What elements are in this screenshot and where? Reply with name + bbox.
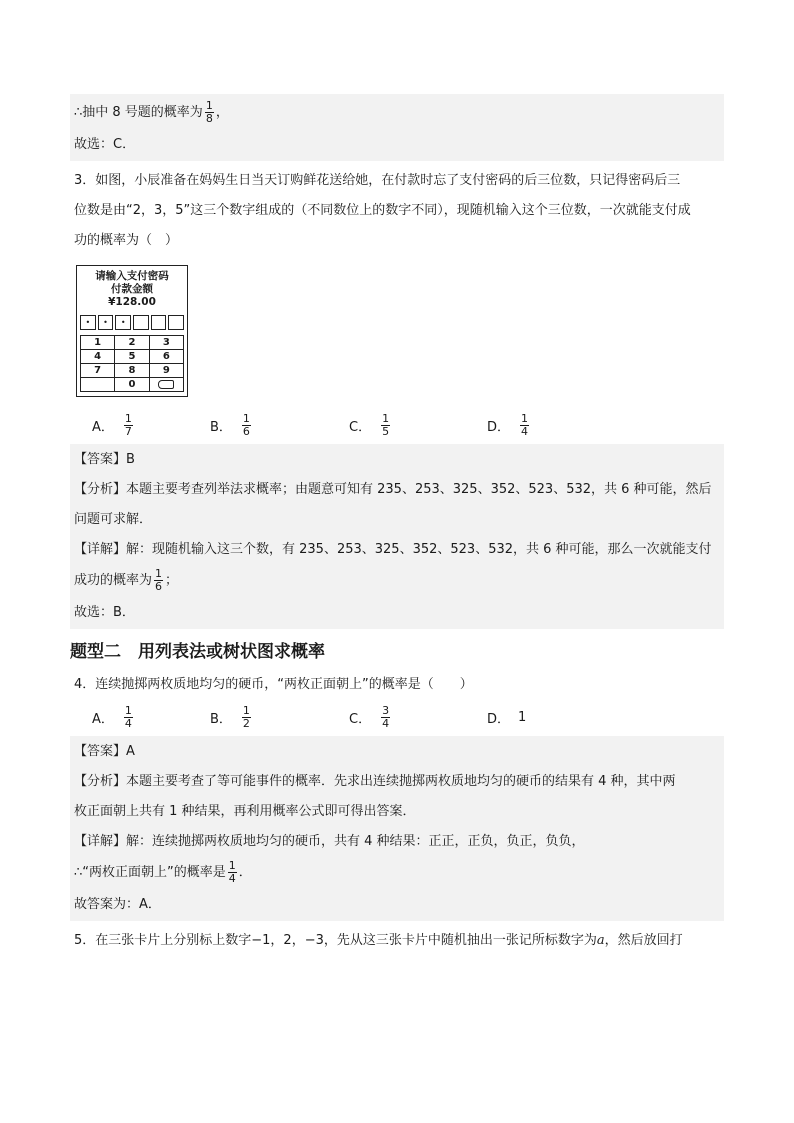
q4-detail-line-2: ∴“两枚正面朝上”的概率是 $\frac{1}{4}$ ． [74, 859, 252, 885]
q3-analysis-line-2: 问题可求解． [74, 512, 153, 527]
document-page [70, 94, 724, 955]
q3-option-a: A． $\frac{1}{7}$ [92, 412, 132, 438]
q3-stem-line-3: 功的概率为（ ） [74, 233, 179, 248]
q3-stem-line-2: 位数是由“2，3，5”这三个数字组成的（不同数位上的数字不同），现随机输入这个三位数，一次就能支付成 [74, 203, 691, 218]
fraction: $\frac{1}{8}$ [205, 99, 213, 125]
q4-answer: 【答案】A [74, 744, 135, 759]
fraction: $\frac{1}{6}$ [155, 567, 163, 593]
q3-analysis-line-1: 【分析】本题主要考查列举法求概率；由题意可知有 235、253、325、352、523、532，共 6 种可能，然后 [74, 482, 712, 497]
q4-conclusion: 故答案为：A． [74, 897, 161, 912]
q5-stem: 5．在三张卡片上分别标上数字−1，2，−3，先从这三张卡片中随机抽出一张记所标数字为a，然后放回打 [74, 933, 683, 948]
payment-keypad-figure [76, 265, 188, 397]
key-3: 3 [150, 336, 184, 350]
q3-stem-line-1: 3．如图，小辰准备在妈妈生日当天订购鲜花送给她，在付款时忘了支付密码的后三位数，只记得密码后三 [74, 173, 681, 188]
q3-choose-line: 故选：B． [74, 605, 135, 620]
q3-options [70, 405, 724, 444]
password-box: • [98, 315, 114, 330]
q4-detail-line-1: 【详解】解：连续抛掷两枚质地均匀的硬币，共有 4 种结果：正正，正负，负正，负负， [74, 834, 585, 849]
key-7: 7 [81, 364, 115, 378]
key-9: 9 [150, 364, 184, 378]
q4-options [70, 699, 724, 736]
figure-prompt-text: 请输入支付密码 [95, 270, 169, 282]
q3-option-b: B． $\frac{1}{6}$ [210, 412, 250, 438]
password-box [168, 315, 184, 330]
q4-stem: 4．连续抛掷两枚质地均匀的硬币，“两枚正面朝上”的概率是（ ） [74, 677, 473, 692]
q2-choose-line: 故选：C． [74, 137, 136, 152]
section-heading: 题型二 用列表法或树状图求概率 [70, 642, 325, 662]
q4-option-d: D． 1 [487, 710, 527, 727]
key-4: 4 [81, 350, 115, 364]
key-1: 1 [81, 336, 115, 350]
q4-option-c: C． $\frac{3}{4}$ [349, 704, 390, 730]
delete-key-icon [150, 378, 184, 392]
figure-amount-label: 付款金额 [111, 283, 153, 295]
q4-solution-block [70, 736, 724, 921]
fraction: $\frac{1}{4}$ [228, 859, 236, 885]
key-blank [81, 378, 115, 392]
password-boxes [80, 315, 184, 330]
key-8: 8 [115, 364, 149, 378]
password-box [133, 315, 149, 330]
keypad-grid [80, 335, 184, 392]
q2-probability-line: ∴抽中 8 号题的概率为 $\frac{1}{8}$ ， [74, 99, 229, 125]
figure-amount-value: ¥128.00 [108, 296, 156, 308]
q3-answer: 【答案】B [74, 452, 135, 467]
q3-option-d: D． $\frac{1}{4}$ [487, 412, 529, 438]
q4-option-a: A． $\frac{1}{4}$ [92, 704, 132, 730]
key-6: 6 [150, 350, 184, 364]
password-box: • [115, 315, 131, 330]
q4-analysis-line-2: 枚正面朝上共有 1 种结果，再利用概率公式即可得出答案． [74, 804, 416, 819]
q3-figure [70, 255, 724, 405]
key-2: 2 [115, 336, 149, 350]
key-0: 0 [115, 378, 149, 392]
password-box: • [80, 315, 96, 330]
q3-detail-line-2: 成功的概率为 $\frac{1}{6}$ ； [74, 567, 179, 593]
q3-option-c: C． $\frac{1}{5}$ [349, 412, 390, 438]
q3-solution-block [70, 444, 724, 629]
key-5: 5 [115, 350, 149, 364]
q2-solution-block [70, 94, 724, 161]
q3-detail-line-1: 【详解】解：现随机输入这三个数，有 235、253、325、352、523、532，共 6 种可能，那么一次就能支付 [74, 542, 712, 557]
q4-option-b: B． $\frac{1}{2}$ [210, 704, 250, 730]
password-box [151, 315, 167, 330]
q4-analysis-line-1: 【分析】本题主要考查了等可能事件的概率．先求出连续抛掷两枚质地均匀的硬币的结果有 4 种，其中两 [74, 774, 676, 789]
